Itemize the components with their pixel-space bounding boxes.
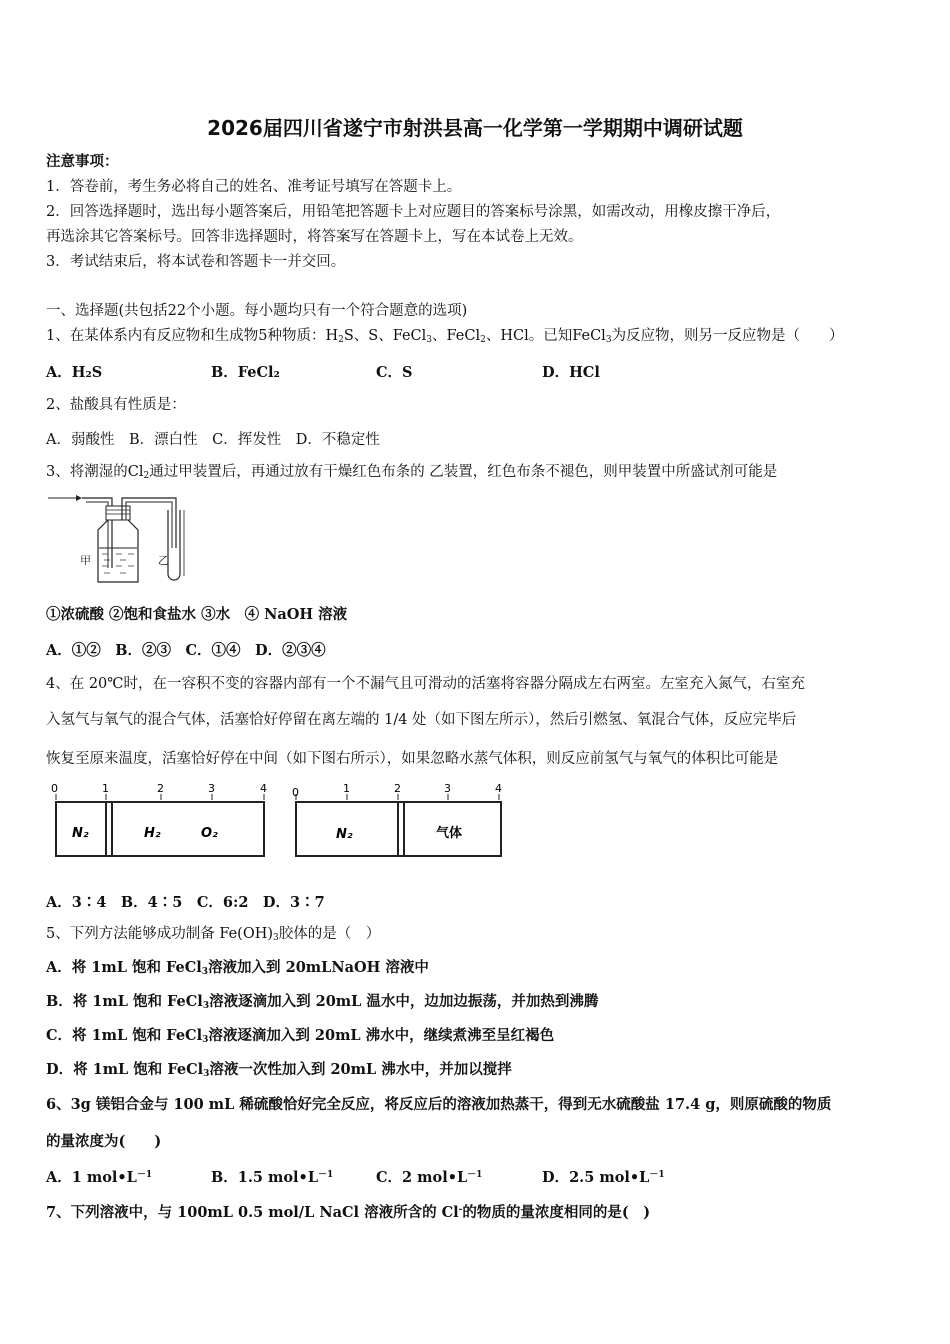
question-4-options: A．3∶4 B．4∶5 C．6:2 D．3∶7 <box>46 894 325 911</box>
tick-label: 4 <box>260 782 267 795</box>
question-5-option-c: C．将 1mL 饱和 FeCl$_3$溶液逐滴加入到 20mL 沸水中，继续煮沸至呈红褐色 <box>46 1027 555 1045</box>
tick-label: 3 <box>444 782 451 795</box>
question-1-stem: 1、在某体系内有反应物和生成物5种物质：$H_2S$、S、FeCl$_3$、FeCl$_2$、HCl。已知FeCl$_3$为反应物，则另一反应物是（ ） <box>46 328 844 345</box>
question-3-stem: 3、将潮湿的$Cl_2$通过甲装置后，再通过放有干燥红色布条的 乙装置，红色布条不褪色，则甲装置中所盛试剂可能是 <box>46 464 778 481</box>
question-7-stem: 7、下列溶液中，与 100mL 0.5 mol/L NaCl 溶液所含的 Cl-的物质的量浓度相同的是( ) <box>46 1204 651 1221</box>
question-2-options: A．弱酸性 B．漂白性 C．挥发性 D．不稳定性 <box>46 432 380 448</box>
tick-label: 0 <box>292 786 299 799</box>
question-6-option-b: B．1.5 $mol•L^{-1}$ <box>211 1169 334 1186</box>
label-o2: O₂ <box>201 826 218 841</box>
page-title: 2026届四川省遂宁市射洪县高一化学第一学期期中调研试题 <box>207 116 743 140</box>
question-1-option-b: B．FeCl₂ <box>211 364 280 381</box>
tick-label: 1 <box>343 782 350 795</box>
gas-washing-apparatus-figure <box>46 488 196 588</box>
question-1-option-d: D．HCl <box>542 364 600 381</box>
notice-heading: 注意事项： <box>46 153 119 170</box>
question-4-line: 恢复至原来温度，活塞恰好停在中间（如下图右所示），如果忽略水蒸气体积，则反应前氢气与氧气的体积比可能是 <box>46 751 779 767</box>
question-6-option-a: A．1 $mol•L^{-1}$ <box>46 1169 153 1186</box>
question-3-options: A．①② B．②③ C．①④ D．②③④ <box>46 642 326 659</box>
notice-item: 1．答卷前，考生务必将自己的姓名、准考证号填写在答题卡上。 <box>46 179 462 195</box>
notice-item: 再选涂其它答案标号。回答非选择题时，将答案写在答题卡上，写在本试卷上无效。 <box>46 229 583 245</box>
section-heading: 一、选择题(共包括22个小题。每小题均只有一个符合题意的选项) <box>46 303 468 319</box>
question-6-line: 的量浓度为( ) <box>46 1133 162 1150</box>
question-6-option-d: D．2.5 $mol•L^{-1}$ <box>542 1169 665 1186</box>
label-n2: N₂ <box>72 826 89 841</box>
tick-label: 2 <box>157 782 164 795</box>
label-yi: 乙 <box>158 554 169 567</box>
question-4-line: 4、在 20℃时，在一容积不变的容器内部有一个不漏气且可滑动的活塞将容器分隔成左右两室。左室充入氮气，右室充 <box>46 676 806 692</box>
question-5-option-b: B．将 1mL 饱和 FeCl$_3$溶液逐滴加入到 20mL 温水中，边加边振荡，并加热到沸腾 <box>46 993 599 1011</box>
question-1-option-a: A．H₂S <box>46 364 103 381</box>
tick-label: 1 <box>102 782 109 795</box>
question-6-line: 6、3g 镁铝合金与 100 mL 稀硫酸恰好完全反应，将反应后的溶液加热蒸干，得到无水硫酸盐 17.4 g，则原硫酸的物质 <box>46 1096 832 1113</box>
question-4-line: 入氢气与氧气的混合气体，活塞恰好停留在离左端的 1/4 处（如下图左所示），然后引燃氢、氧混合气体，反应完毕后 <box>46 712 797 728</box>
question-5-option-d: D．将 1mL 饱和 FeCl$_3$溶液一次性加入到 20mL 沸水中，并加以搅拌 <box>46 1061 512 1079</box>
label-jia: 甲 <box>80 554 91 567</box>
tick-label: 3 <box>208 782 215 795</box>
tick-label: 4 <box>495 782 502 795</box>
tick-label: 2 <box>394 782 401 795</box>
question-5-option-a: A．将 1mL 饱和 FeCl$_3$溶液加入到 20mLNaOH 溶液中 <box>46 959 429 977</box>
label-gas: 气体 <box>436 826 463 841</box>
question-5-stem: 5、下列方法能够成功制备 $Fe(OH)_3$胶体的是（ ） <box>46 926 381 943</box>
label-n2: N₂ <box>336 827 353 842</box>
label-h2: H₂ <box>144 826 161 841</box>
tick-label: 0 <box>51 782 58 795</box>
question-6-option-c: C．2 $mol•L^{-1}$ <box>376 1169 483 1186</box>
notice-item: 2．回答选择题时，选出每小题答案后，用铅笔把答题卡上对应题目的答案标号涂黑，如需改动，用橡皮擦干净后， <box>46 204 781 220</box>
question-3-choices: ①浓硫酸 ②饱和食盐水 ③水 ④ NaOH 溶液 <box>46 606 348 623</box>
question-2-stem: 2、盐酸具有性质是： <box>46 397 186 413</box>
notice-item: 3．考试结束后，将本试卷和答题卡一并交回。 <box>46 254 346 270</box>
piston-container-figure <box>46 782 516 862</box>
question-1-option-c: C．S <box>376 364 413 381</box>
